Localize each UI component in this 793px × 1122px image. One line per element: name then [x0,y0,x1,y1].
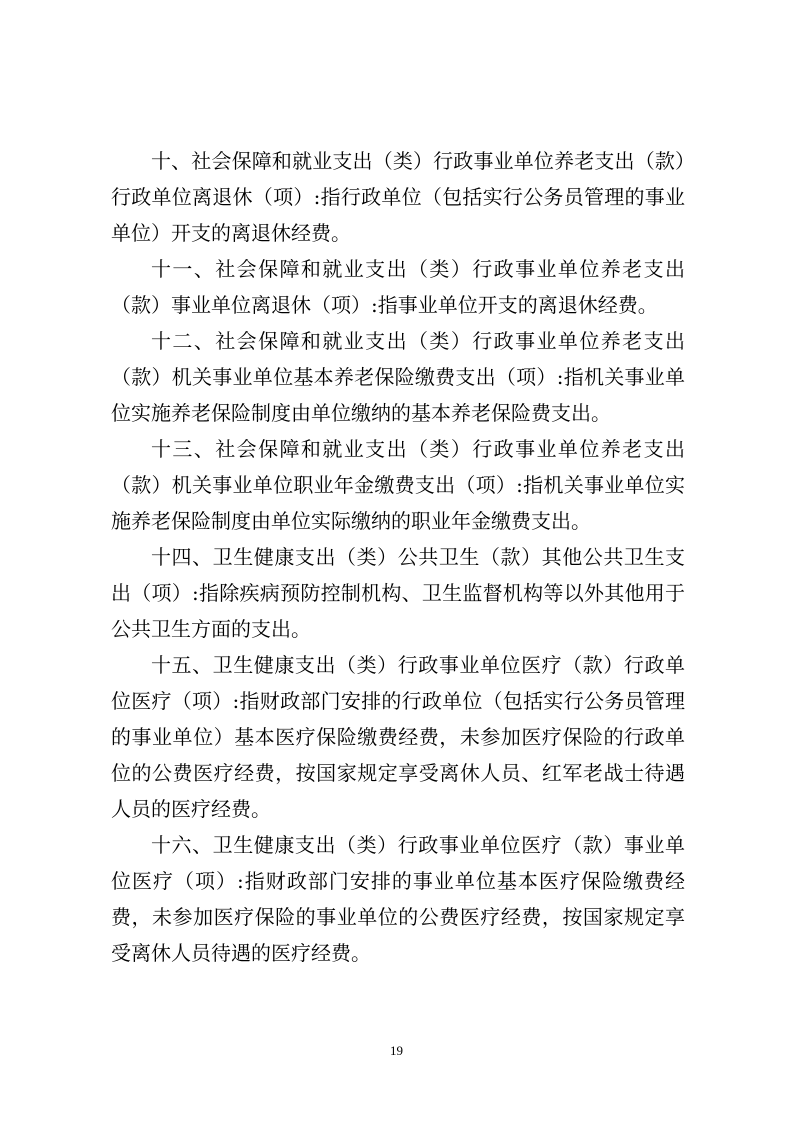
paragraph-13: 十三、社会保障和就业支出（类）行政事业单位养老支出（款）机关事业单位职业年金缴费支出（项）:指机关事业单位实施养老保险制度由单位实际缴纳的职业年金缴费支出。 [111,437,685,533]
page-number: 19 [390,1043,403,1058]
paragraph-15: 十五、卫生健康支出（类）行政事业单位医疗（款）行政单位医疗（项）:指财政部门安排的行政单位（包括实行公务员管理的事业单位）基本医疗保险缴费经费，未参加医疗保险的行政单位的公费医疗经费，按国家规定享受离休人员、红军老战士待遇人员的医疗经费。 [111,653,685,821]
paragraph-14: 十四、卫生健康支出（类）公共卫生（款）其他公共卫生支出（项）:指除疾病预防控制机构、卫生监督机构等以外其他用于公共卫生方面的支出。 [111,545,685,641]
paragraph-10: 十、社会保障和就业支出（类）行政事业单位养老支出（款）行政单位离退休（项）:指行政单位（包括实行公务员管理的事业单位）开支的离退休经费。 [111,149,685,245]
document-body [111,143,685,971]
paragraph-12: 十二、社会保障和就业支出（类）行政事业单位养老支出（款）机关事业单位基本养老保险缴费支出（项）:指机关事业单位实施养老保险制度由单位缴纳的基本养老保险费支出。 [111,329,685,425]
paragraph-11: 十一、社会保障和就业支出（类）行政事业单位养老支出（款）事业单位离退休（项）:指事业单位开支的离退休经费。 [111,257,685,317]
paragraph-16: 十六、卫生健康支出（类）行政事业单位医疗（款）事业单位医疗（项）:指财政部门安排的事业单位基本医疗保险缴费经费，未参加医疗保险的事业单位的公费医疗经费，按国家规定享受离休人员待遇的医疗经费。 [111,833,685,965]
